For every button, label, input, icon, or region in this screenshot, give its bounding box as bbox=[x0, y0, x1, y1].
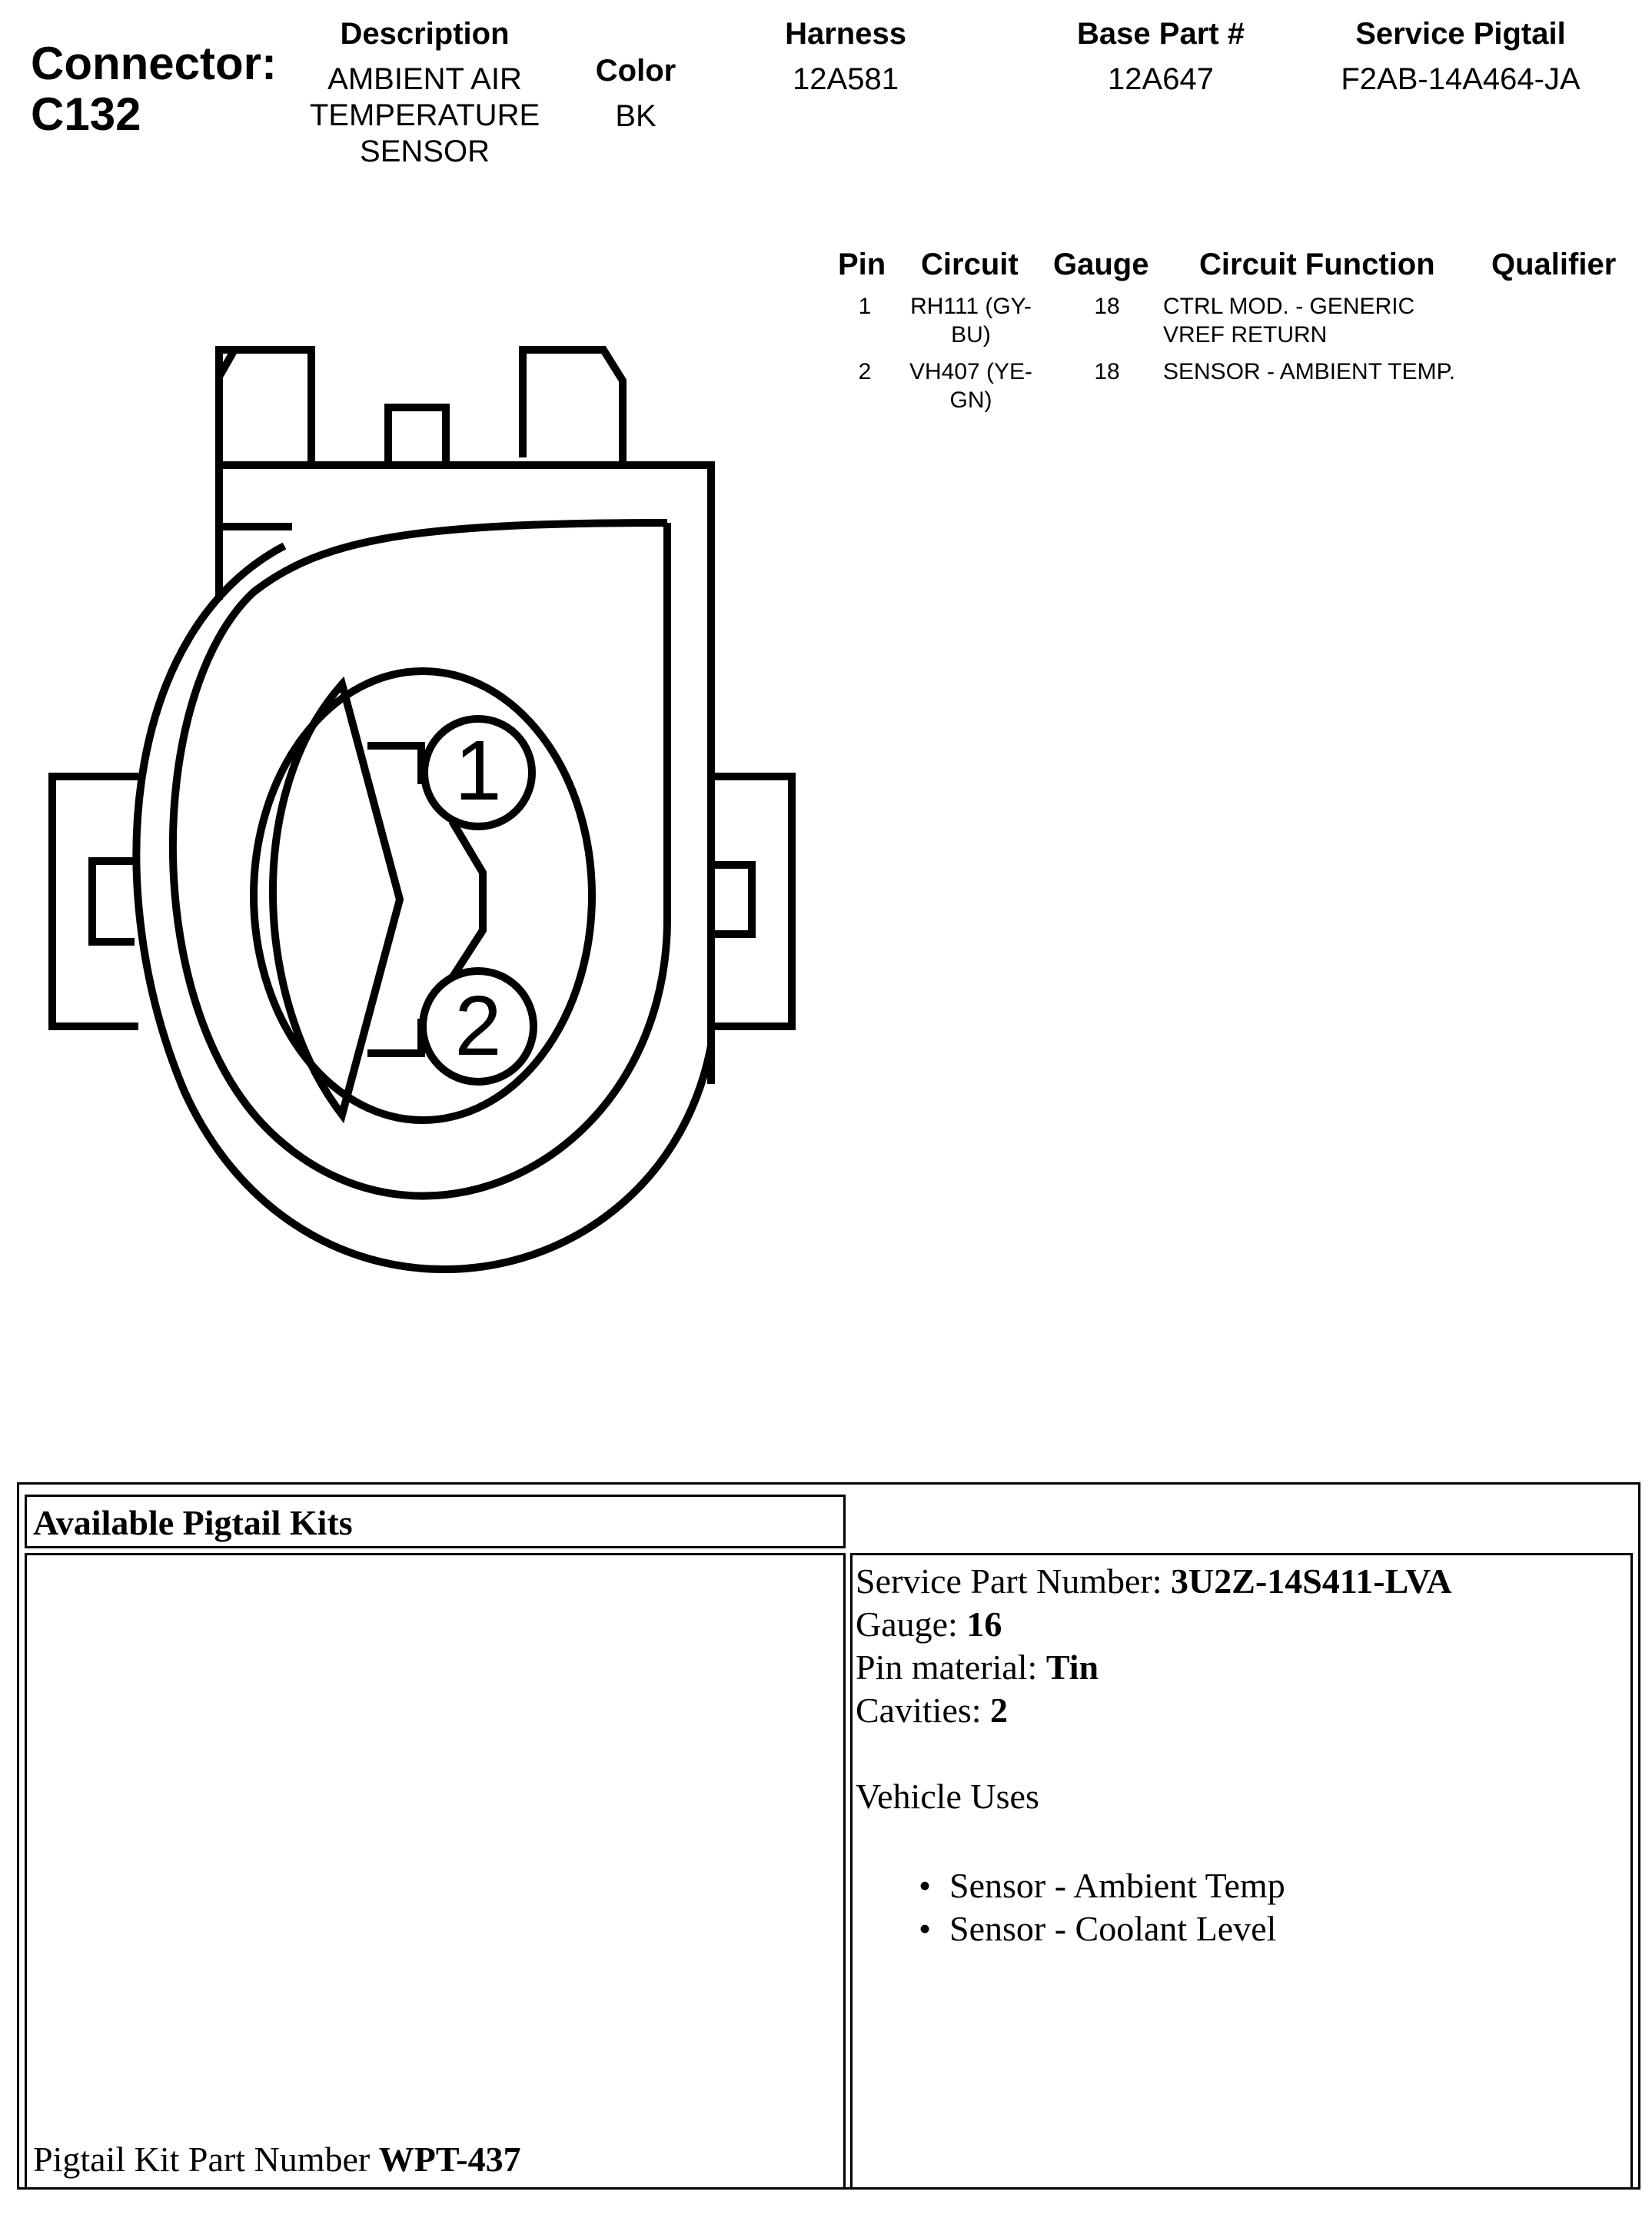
pin-material-line bbox=[856, 1646, 1452, 1689]
list-item: • Sensor - Coolant Level bbox=[911, 1907, 1452, 1950]
value-description: AMBIENT AIR TEMPERATURE SENSOR bbox=[309, 62, 540, 168]
service-part-line bbox=[856, 1560, 1452, 1603]
pin-function: CTRL MOD. - GENERIC VREF RETURN bbox=[1163, 294, 1415, 347]
pigtail-details-cell bbox=[850, 1553, 1633, 2190]
pigtail-details bbox=[856, 1560, 1452, 1950]
pigtail-kit-number: WPT-437 bbox=[378, 2140, 521, 2179]
pin-number: 2 bbox=[858, 359, 872, 384]
gauge-value: 16 bbox=[966, 1604, 1002, 1644]
vehicle-uses-title: Vehicle Uses bbox=[856, 1777, 1039, 1816]
header-color: Color bbox=[595, 54, 676, 88]
pin-material-value: Tin bbox=[1045, 1648, 1099, 1687]
gauge-label: Gauge: bbox=[856, 1604, 958, 1644]
connector-label bbox=[31, 38, 277, 140]
pin-gauge: 18 bbox=[1094, 359, 1120, 384]
pigtail-kit-label: Pigtail Kit Part Number bbox=[33, 2140, 371, 2179]
pin-header-qualifier: Qualifier bbox=[1491, 248, 1617, 281]
pin-function: SENSOR - AMBIENT TEMP. bbox=[1163, 359, 1456, 384]
pin-2-label: 2 bbox=[454, 979, 502, 1073]
pin-circuit: VH407 (YE-GN) bbox=[909, 359, 1033, 413]
header-service-pigtail: Service Pigtail bbox=[1355, 17, 1566, 51]
connector-face-diagram bbox=[0, 308, 830, 1368]
pigtail-title-cell bbox=[25, 1495, 846, 1548]
header-description: Description bbox=[340, 17, 510, 51]
service-part-value: 3U2Z-14S411-LVA bbox=[1171, 1561, 1452, 1601]
pin-gauge: 18 bbox=[1094, 294, 1120, 319]
pin-material-label: Pin material: bbox=[856, 1648, 1038, 1687]
pigtail-kit-line bbox=[33, 2138, 521, 2181]
pin-header-pin: Pin bbox=[838, 248, 886, 281]
pin-header-function: Circuit Function bbox=[1199, 248, 1435, 281]
service-part-label: Service Part Number: bbox=[856, 1561, 1162, 1601]
header-base-part: Base Part # bbox=[1077, 17, 1245, 51]
value-service-pigtail: F2AB-14A464-JA bbox=[1341, 62, 1581, 96]
value-harness: 12A581 bbox=[793, 62, 899, 96]
pin-header-gauge: Gauge bbox=[1053, 248, 1149, 281]
value-color: BK bbox=[615, 99, 656, 133]
vehicle-uses-list bbox=[911, 1864, 1452, 1950]
pigtail-kit-cell bbox=[25, 1553, 846, 2190]
cavities-line bbox=[856, 1689, 1452, 1732]
connector-id: C132 bbox=[31, 88, 141, 140]
cavities-value: 2 bbox=[990, 1691, 1009, 1730]
pin-circuit: RH111 (GY-BU) bbox=[910, 294, 1032, 347]
pigtail-title: Available Pigtail Kits bbox=[33, 1503, 353, 1542]
connector-label-text: Connector: bbox=[31, 38, 277, 89]
gauge-line bbox=[856, 1603, 1452, 1646]
pin-header-circuit: Circuit bbox=[921, 248, 1019, 281]
pin-number: 1 bbox=[858, 294, 872, 319]
cavities-label: Cavities: bbox=[856, 1691, 982, 1730]
pin-1-label: 1 bbox=[454, 723, 502, 818]
value-base-part: 12A647 bbox=[1108, 62, 1214, 96]
header-harness: Harness bbox=[785, 17, 906, 51]
list-item: • Sensor - Ambient Temp bbox=[911, 1864, 1452, 1907]
